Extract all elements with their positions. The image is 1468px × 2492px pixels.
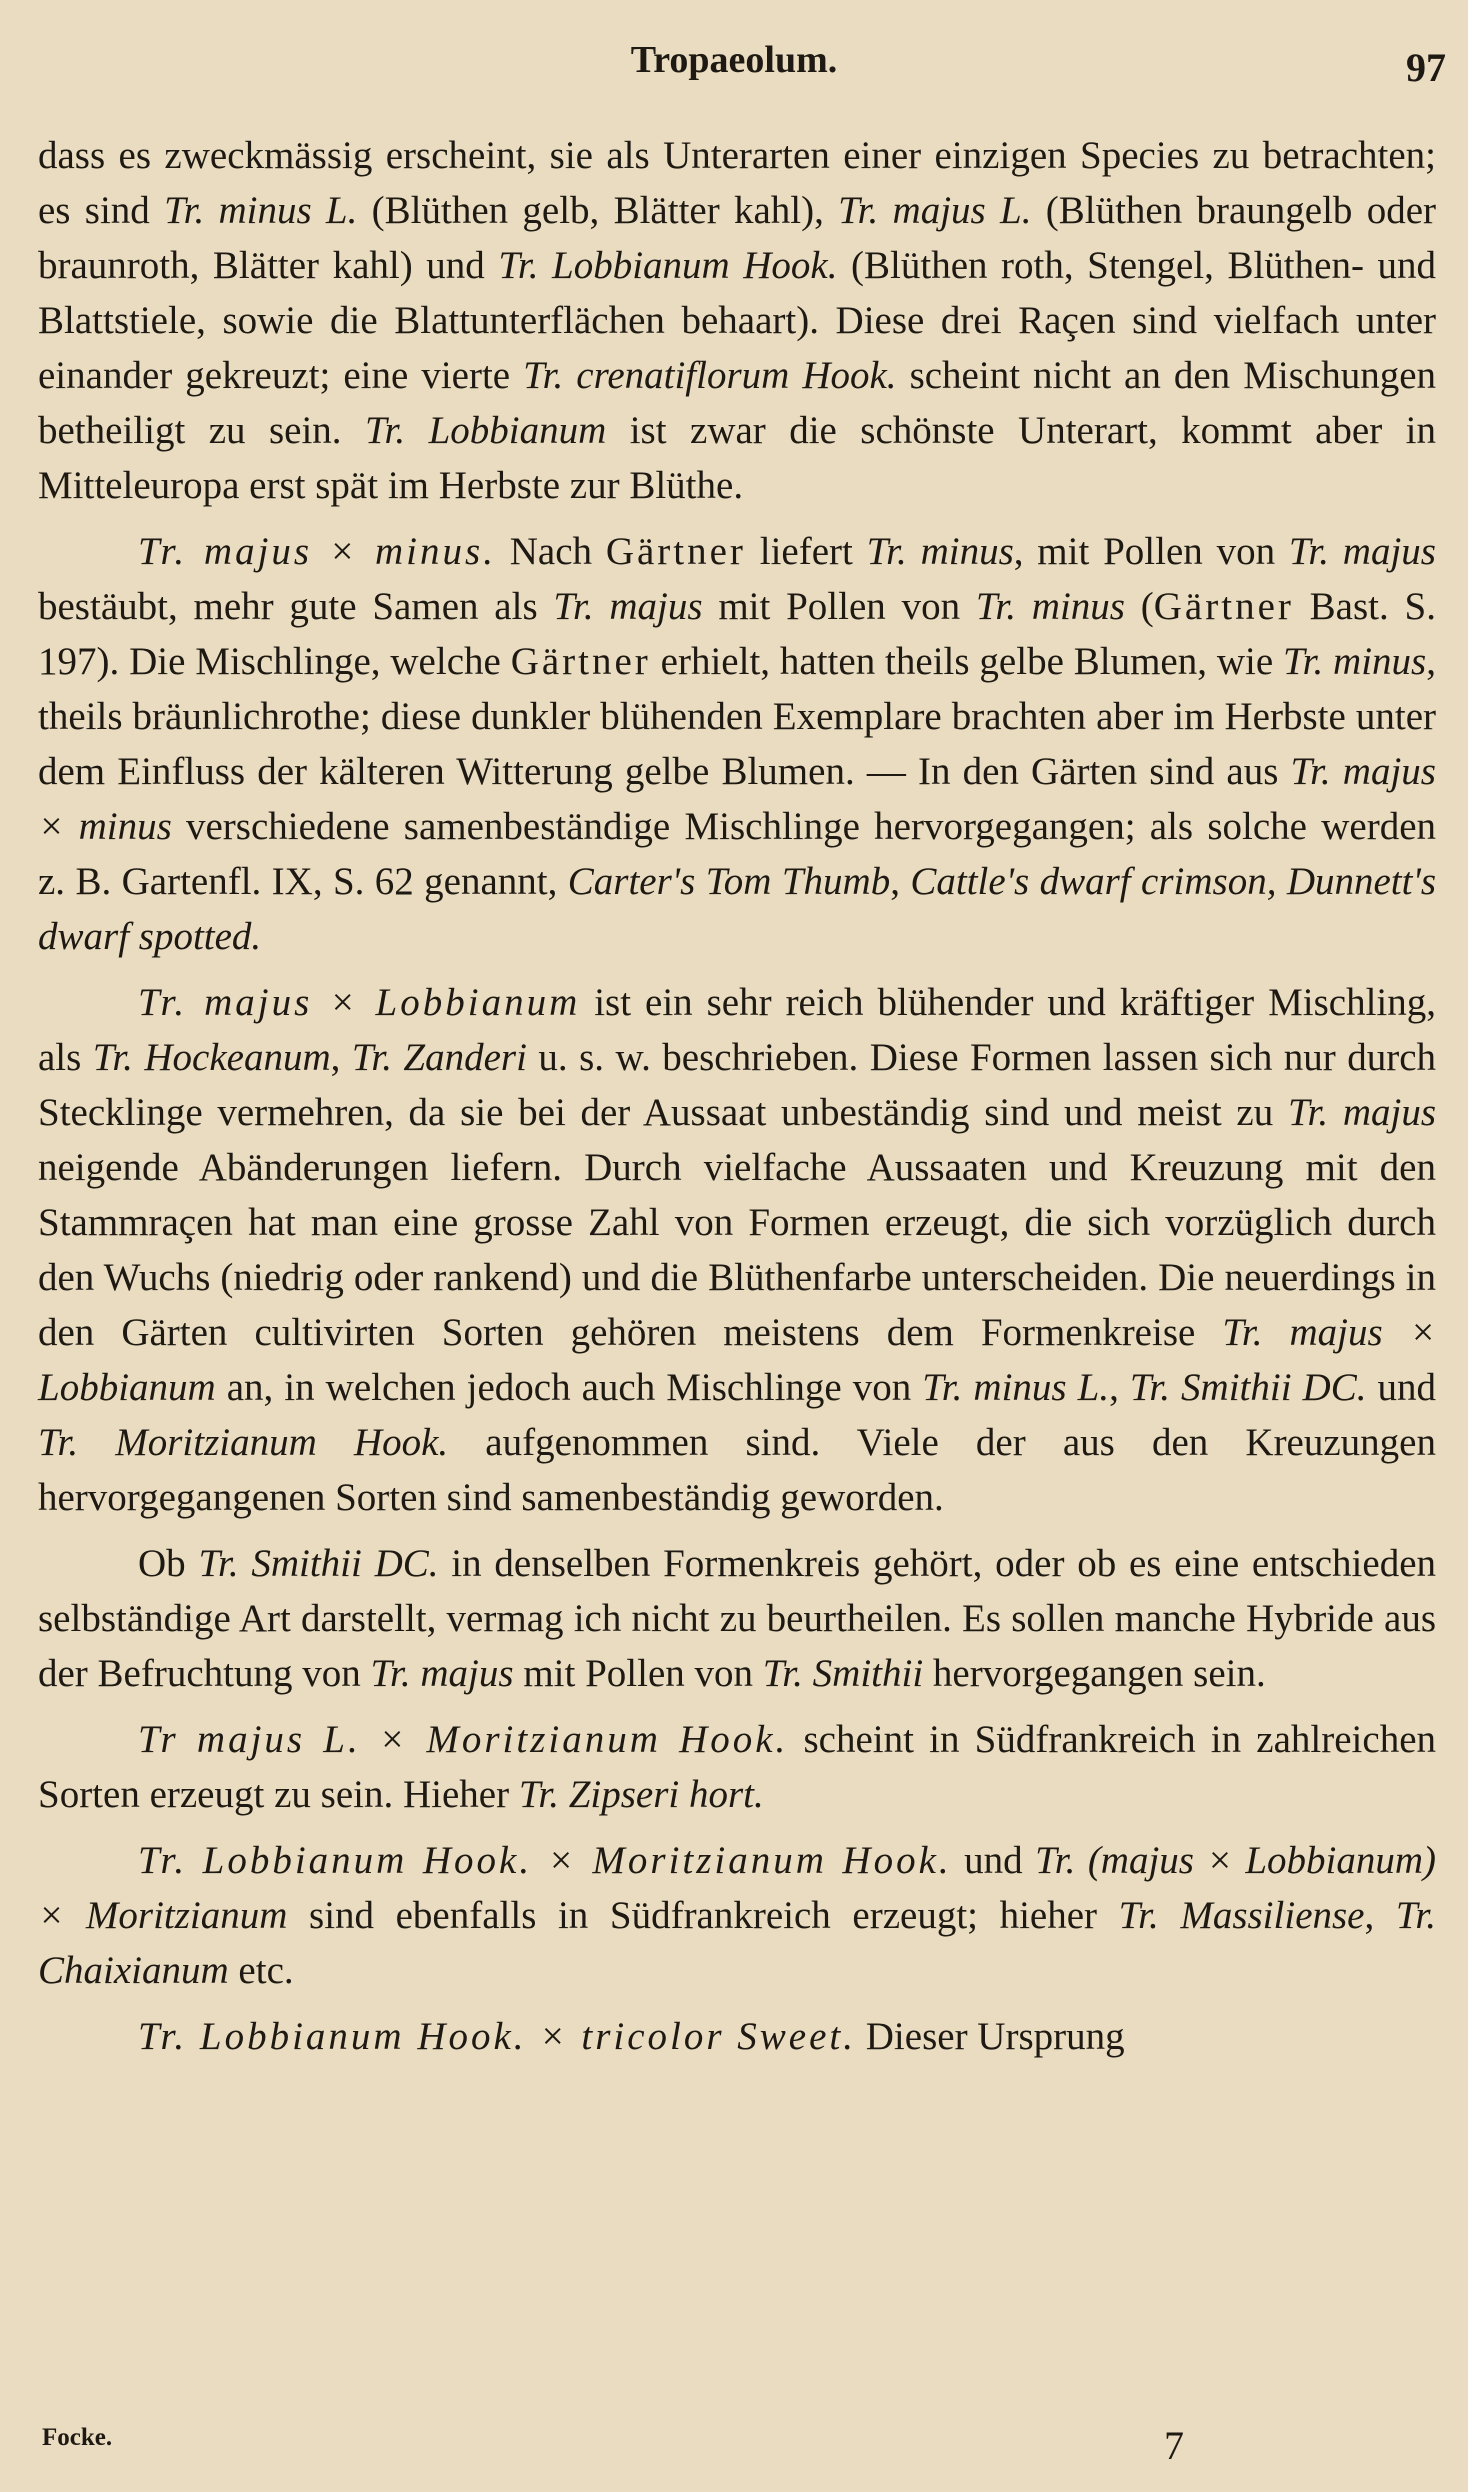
text-run: Ob	[138, 1542, 199, 1585]
running-title: Tropaeolum.	[630, 39, 838, 81]
text-run: (Blüthen gelb, Blätter kahl),	[357, 189, 839, 232]
text-run: ist zwar die schönste Unterart, kommt aber in Mitteleuropa erst spät im Herbste zur Blüthe.	[38, 409, 1436, 507]
text-run: u. s. w. beschrieben. Diese Formen lassen sich nur durch Stecklinge vermehren, da sie bei der Aussaat unbeständig sind und meist zu	[38, 1036, 1437, 1134]
italic-text-run: Tr. Zanderi	[351, 1036, 527, 1079]
italic-text-run: Tr. Lobbianum Hook. × tricolor Sweet.	[138, 2015, 857, 2058]
italic-text-run: Tr. majus	[1288, 530, 1436, 573]
text-run: Gärtner	[510, 640, 651, 683]
text-run: dass es zweckmässig erscheint, sie als Unterarten einer einzigen Species zu betrachten; es sind	[38, 134, 1436, 232]
paragraph	[38, 128, 1436, 513]
text-run: und	[951, 1839, 1036, 1882]
italic-text-run: Tr. minus	[866, 530, 1014, 573]
italic-text-run: Tr. Smithii DC.	[1129, 1366, 1367, 1409]
text-run: mit Pollen von	[702, 585, 976, 628]
italic-text-run: Tr. crenatiflorum Hook.	[523, 354, 897, 397]
text-run: scheint nicht an den Mischungen betheiligt zu sein.	[38, 354, 1436, 452]
italic-text-run: Tr majus L. × Moritzianum Hook.	[138, 1718, 789, 1761]
text-run: ,	[1364, 1894, 1396, 1937]
italic-text-run: Tr. Smithii	[762, 1652, 924, 1695]
paragraph	[38, 2009, 1436, 2064]
text-run: Gärtner	[1153, 585, 1294, 628]
footer-author: Focke.	[42, 2424, 113, 2451]
italic-text-run: Tr. majus × minus.	[138, 530, 496, 573]
text-run: in denselben Formenkreis gehört, oder ob es eine entschieden selbständige Art darstellt, vermag ich nicht zu beurtheilen. Es sollen manche Hybride aus der Befruchtung von	[38, 1542, 1437, 1695]
italic-text-run: Tr. Chaixianum	[38, 1894, 1436, 1992]
text-run: (Blüthen roth, Stengel, Blüthen- und Blattstiele, sowie die Blattunterflächen behaart). Diese drei Raçen sind vielfach unter einander gekreuzt; eine vierte	[38, 244, 1436, 397]
text-run: ,	[890, 860, 911, 903]
text-run: ,	[330, 1036, 352, 1079]
text-run: Gärtner	[605, 530, 746, 573]
paragraph	[38, 975, 1436, 1525]
italic-text-run: Tr. Smithii DC.	[198, 1542, 439, 1585]
text-run: , mit Pollen von	[1013, 530, 1289, 573]
text-run: an, in welchen jedoch auch Mischlinge von	[215, 1366, 923, 1409]
text-run: (Blüthen braungelb oder braunroth, Blätter kahl) und	[38, 189, 1436, 287]
italic-text-run: Tr. majus	[1287, 1091, 1436, 1134]
body-text	[38, 128, 1436, 2075]
italic-text-run: Tr. Massiliense	[1118, 1894, 1365, 1937]
page-footer	[0, 2418, 1468, 2478]
text-run: liefert	[745, 530, 867, 573]
text-run: ,	[1109, 1366, 1130, 1409]
page-number: 97	[1406, 45, 1446, 90]
text-run: hervorgegangen sein.	[923, 1652, 1266, 1695]
italic-text-run: Tr. minus	[975, 585, 1125, 628]
italic-text-run: Tr. Zipseri hort.	[518, 1773, 764, 1816]
italic-text-run: Cattle's dwarf crimson, Dunnett's dwarf spotted.	[38, 860, 1436, 958]
text-run: ist ein sehr reich blühender und kräftiger Mischling, als	[38, 981, 1437, 1079]
italic-text-run: Tr. minus L.	[922, 1366, 1110, 1409]
signature-mark: 7	[1164, 2423, 1184, 2468]
italic-text-run: Tr. Lobbianum Hook. × Moritzianum Hook.	[138, 1839, 952, 1882]
text-run: und	[1366, 1366, 1437, 1409]
italic-text-run: Carter's Tom Thumb	[567, 860, 891, 903]
italic-text-run: Tr. Moritzianum Hook.	[38, 1421, 449, 1464]
text-run: neigende Abänderungen liefern. Durch vielfache Aussaaten und Kreuzung mit den Stammraçen hat man eine grosse Zahl von Formen erzeugt, die sich vorzüglich durch den Wuchs (niedrig oder rankend) und die Blüthenfarbe unterscheiden. Die neuerdings in den Gärten cultivirten Sorten gehören meistens dem Formenkreise	[38, 1146, 1436, 1354]
text-run: mit Pollen von	[513, 1652, 763, 1695]
text-run: etc.	[228, 1949, 294, 1992]
paragraph	[38, 1712, 1436, 1822]
text-run: erhielt, hatten theils gelbe Blumen, wie	[650, 640, 1284, 683]
text-run: Dieser Ursprung	[856, 2015, 1125, 2058]
text-run: , theils bräunlichrothe; diese dunkler blühenden Exemplare brachten aber im Herbste unter dem Einfluss der kälteren Witterung gelbe Blumen. — In den Gärten sind aus	[38, 640, 1436, 793]
italic-text-run: Tr. majus L.	[838, 189, 1032, 232]
text-run: Nach	[495, 530, 606, 573]
italic-text-run: Tr. minus L.	[164, 189, 358, 232]
text-run: Bast. S. 197). Die Mischlinge, welche	[38, 585, 1436, 683]
italic-text-run: Tr. majus × minus	[38, 750, 1436, 848]
paragraph	[38, 524, 1436, 964]
text-run: aufgenommen sind. Viele der aus den Kreuzungen hervorgegangenen Sorten sind samenbeständig geworden.	[38, 1421, 1436, 1519]
italic-text-run: Tr. majus	[553, 585, 703, 628]
paragraph	[38, 1536, 1436, 1701]
italic-text-run: Tr. majus	[370, 1652, 514, 1695]
italic-text-run: Tr. Hockeanum	[92, 1036, 331, 1079]
italic-text-run: Tr. Lobbianum	[365, 409, 607, 452]
text-run: scheint in Südfrankreich in zahlreichen Sorten erzeugt zu sein. Hieher	[38, 1718, 1436, 1816]
italic-text-run: Tr. Lobbianum Hook.	[498, 244, 838, 287]
italic-text-run: Tr. majus × Lobbianum	[138, 981, 581, 1024]
italic-text-run: Tr. minus	[1283, 640, 1427, 683]
paragraph	[38, 1833, 1436, 1998]
italic-text-run: Tr. majus × Lobbianum	[38, 1311, 1436, 1409]
italic-text-run: Tr. (majus × Lobbianum) × Moritzianum	[38, 1839, 1436, 1937]
page-header	[0, 32, 1468, 92]
text-run: bestäubt, mehr gute Samen als	[38, 585, 554, 628]
text-run: verschiedene samenbeständige Mischlinge hervorgegangen; als solche werden z. B. Gartenfl. IX, S. 62 genannt,	[38, 805, 1437, 903]
text-run: (	[1124, 585, 1154, 628]
text-run: sind ebenfalls in Südfrankreich erzeugt; hieher	[287, 1894, 1119, 1937]
